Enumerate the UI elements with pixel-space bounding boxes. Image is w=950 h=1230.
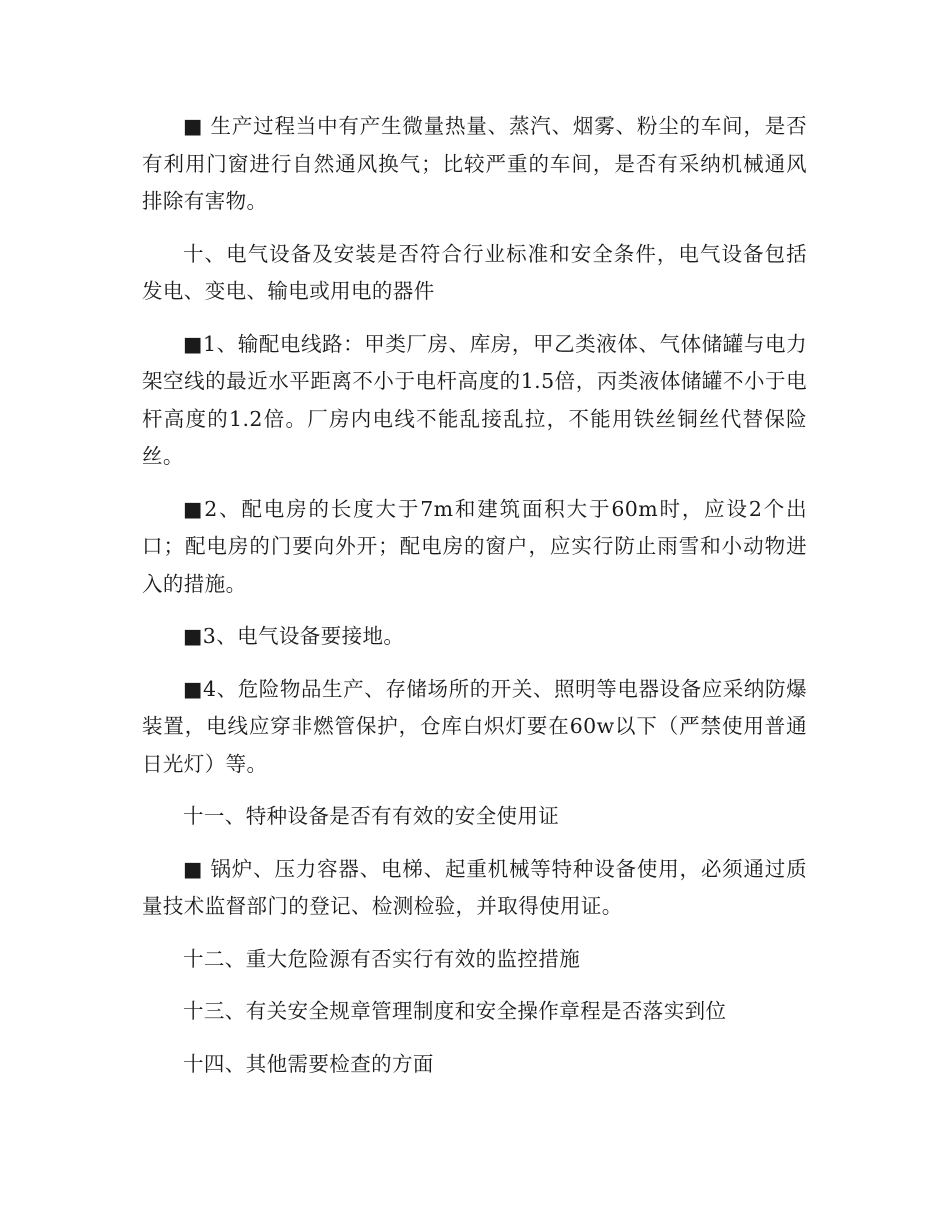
section-12-heading: 十二、重大危险源有否实行有效的监控措施 <box>183 946 581 971</box>
paragraph-ventilation: ■ 生产过程当中有产生微量热量、蒸汽、烟雾、粉尘的车间，是否有利用门窗进行自然通风换气；比较严重的车间，是否有采纳机械通风排除有害物。 <box>142 114 807 213</box>
section-13-heading: 十三、有关安全规章管理制度和安全操作章程是否落实到位 <box>183 999 727 1023</box>
document-page <box>142 108 807 1098</box>
paragraph-special-equipment: ■ 锅炉、压力容器、电梯、起重机械等特种设备使用，必须通过质量技术监督部门的登记、检测检验，并取得使用证。 <box>142 856 807 918</box>
paragraph-distribution-room: ■2、配电房的长度大于7m和建筑面积大于60m时，应设2个出口；配电房的门要向外开；配电房的窗户，应实行防止雨雪和小动物进入的措施。 <box>142 496 807 596</box>
section-10-heading: 十、电气设备及安装是否符合行业标准和安全条件，电气设备包括发电、变电、输电或用电的器件 <box>142 241 807 303</box>
paragraph-grounding: ■3、电气设备要接地。 <box>183 624 405 648</box>
paragraph-power-lines: ■1、输配电线路：甲类厂房、库房，甲乙类液体、气体储罐与电力架空线的最近水平距离不小于电杆高度的1.5倍，丙类液体储罐不小于电杆高度的1.2倍。厂房内电线不能乱接乱拉，不能用铁丝铜丝代替保险丝。 <box>142 331 807 468</box>
paragraph-explosion-proof: ■4、危险物品生产、存储场所的开关、照明等电器设备应采纳防爆装置，电线应穿非燃管保护，仓库白炽灯要在60w以下（严禁使用普通日光灯）等。 <box>142 676 807 776</box>
section-14-heading: 十四、其他需要检查的方面 <box>183 1051 434 1076</box>
section-11-heading: 十一、特种设备是否有有效的安全使用证 <box>183 804 560 828</box>
